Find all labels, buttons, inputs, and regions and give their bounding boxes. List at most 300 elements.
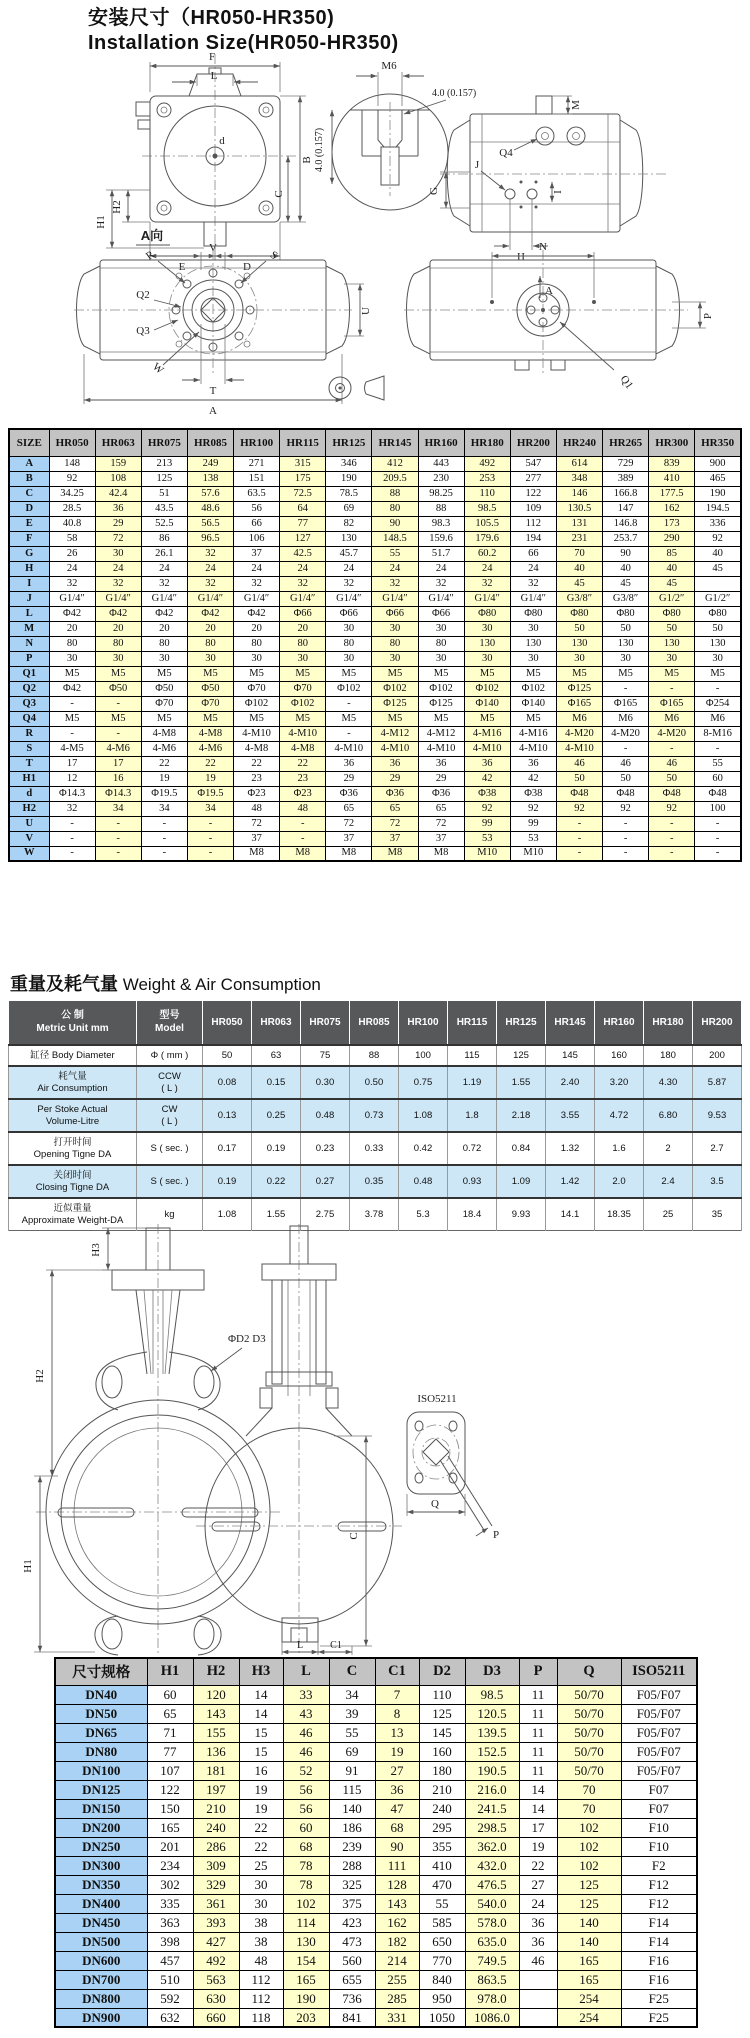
- table-cell: 90: [372, 516, 418, 531]
- table-cell: 80: [372, 636, 418, 651]
- table-cell: 130.5: [556, 501, 602, 516]
- table-cell: 92: [510, 801, 556, 816]
- dim-label: F: [208, 51, 216, 63]
- table-cell: M5: [280, 711, 326, 726]
- table-cell: Φ70: [187, 696, 233, 711]
- table-cell: 11: [519, 1704, 557, 1723]
- table-row: [9, 516, 741, 531]
- table-cell: 72: [372, 816, 418, 831]
- table-cell: 30: [326, 651, 372, 666]
- table-cell: M5: [510, 666, 556, 681]
- table-cell: 1.19: [448, 1066, 497, 1099]
- table-cell: F2: [621, 1856, 697, 1875]
- table-cell: -: [95, 726, 141, 741]
- table-cell: 32: [187, 576, 233, 591]
- table-cell: 24: [95, 561, 141, 576]
- unit-cell: [137, 1165, 203, 1198]
- table-cell: Φ80: [556, 606, 602, 621]
- table-row: [55, 1875, 697, 1894]
- table-row: [55, 1780, 697, 1799]
- table-cell: 840: [419, 1970, 465, 1989]
- dim-label: P: [702, 312, 714, 320]
- table-cell: M5: [95, 711, 141, 726]
- column-header: HR180: [644, 1001, 693, 1045]
- table-row: [9, 546, 741, 561]
- column-header: [137, 1001, 203, 1045]
- table-cell: 302: [147, 1875, 193, 1894]
- row-label: DN700: [55, 1970, 147, 1989]
- table-cell: 4-M12: [418, 726, 464, 741]
- table-cell: 4-M10: [556, 741, 602, 756]
- table-cell: 30: [372, 621, 418, 636]
- table-cell: M5: [464, 666, 510, 681]
- table-cell: 253: [464, 471, 510, 486]
- table-cell: 92: [603, 801, 649, 816]
- table-cell: Φ66: [326, 606, 372, 621]
- table-cell: 30: [239, 1894, 283, 1913]
- column-header: ISO5211: [621, 1658, 697, 1685]
- table-row: [9, 621, 741, 636]
- dim-label: H: [517, 251, 525, 263]
- table-cell: M5: [49, 711, 95, 726]
- table-cell: -: [603, 846, 649, 861]
- table-cell: 19: [141, 771, 187, 786]
- table-cell: 114: [283, 1913, 329, 1932]
- table-cell: 146: [556, 486, 602, 501]
- dim-label: C: [348, 1532, 360, 1540]
- table-cell: 145: [546, 1045, 595, 1067]
- table-cell: 102: [283, 1894, 329, 1913]
- table-cell: 398: [147, 1932, 193, 1951]
- table-cell: 130: [695, 636, 741, 651]
- table-cell: Φ42: [49, 606, 95, 621]
- table-cell: M5: [95, 666, 141, 681]
- row-label: Q4: [9, 711, 49, 726]
- table-cell: 560: [329, 1951, 375, 1970]
- table-cell: 82: [326, 516, 372, 531]
- table-cell: 98.3: [418, 516, 464, 531]
- table-cell: 363: [147, 1913, 193, 1932]
- table-cell: 0.48: [399, 1165, 448, 1198]
- table-cell: M10: [464, 846, 510, 861]
- table-cell: 80: [280, 636, 326, 651]
- table-cell: 20: [49, 621, 95, 636]
- table-cell: 240: [193, 1818, 239, 1837]
- table-cell: 194.5: [695, 501, 741, 516]
- dim-label: L: [296, 1640, 304, 1651]
- butterfly-valve-section-view: [196, 1224, 402, 1655]
- table-cell: 239: [329, 1837, 375, 1856]
- table-cell: 457: [147, 1951, 193, 1970]
- table-cell: 389: [603, 471, 649, 486]
- table-cell: 290: [649, 531, 695, 546]
- table-cell: M5: [280, 666, 326, 681]
- table-cell: 30: [95, 651, 141, 666]
- table-cell: -: [280, 831, 326, 846]
- table-header-row: [55, 1658, 697, 1685]
- row-label: P: [9, 651, 49, 666]
- column-header: C1: [375, 1658, 419, 1685]
- dim-label: 4.0 (0.157): [432, 88, 477, 99]
- weight-section-title: [10, 970, 321, 996]
- table-cell: 20: [234, 621, 280, 636]
- table-cell: 22: [187, 756, 233, 771]
- table-row: [55, 1856, 697, 1875]
- table-cell: 200: [693, 1045, 742, 1067]
- table-cell: 4-M16: [464, 726, 510, 741]
- table-cell: 24: [510, 561, 556, 576]
- table-cell: 50: [556, 771, 602, 786]
- table-cell: 210: [419, 1780, 465, 1799]
- table-row: [55, 2008, 697, 2027]
- table-cell: Φ38: [464, 786, 510, 801]
- row-label: DN150: [55, 1799, 147, 1818]
- table-row: [9, 741, 741, 756]
- table-cell: 63.5: [234, 486, 280, 501]
- table-cell: 4-M10: [326, 741, 372, 756]
- table-cell: 92: [695, 531, 741, 546]
- cell-line: Volume-Litre: [45, 1115, 100, 1127]
- column-header: HR115: [448, 1001, 497, 1045]
- dim-label: Q1: [617, 373, 636, 392]
- table-row: [55, 1989, 697, 2008]
- cell-line: ( L ): [161, 1082, 178, 1094]
- table-cell: 71: [147, 1723, 193, 1742]
- table-cell: 25: [239, 1856, 283, 1875]
- dim-label: D: [243, 261, 251, 273]
- table-cell: 42.5: [280, 546, 326, 561]
- table-cell: -: [49, 696, 95, 711]
- table-cell: 45: [649, 576, 695, 591]
- table-cell: 162: [649, 501, 695, 516]
- table-cell: 65: [147, 1704, 193, 1723]
- table-cell: 146.8: [603, 516, 649, 531]
- dim-label: P: [493, 1529, 500, 1541]
- table-cell: 78: [283, 1875, 329, 1894]
- table-cell: G1/4″: [234, 591, 280, 606]
- table-cell: 19: [239, 1780, 283, 1799]
- table-cell: 3.55: [546, 1099, 595, 1132]
- table-cell: 863.5: [465, 1970, 519, 1989]
- table-cell: -: [326, 696, 372, 711]
- row-label: DN450: [55, 1913, 147, 1932]
- table-cell: 2: [644, 1132, 693, 1165]
- table-cell: 27: [375, 1761, 419, 1780]
- table-cell: 130: [603, 636, 649, 651]
- table-cell: 46: [519, 1951, 557, 1970]
- table-cell: F07: [621, 1799, 697, 1818]
- table-cell: 102: [557, 1856, 621, 1875]
- installation-size-table: [8, 428, 742, 862]
- table-cell: 1086.0: [465, 2008, 519, 2027]
- table-cell: 27: [519, 1875, 557, 1894]
- table-cell: 4-M10: [418, 741, 464, 756]
- table-cell: G3/8″: [556, 591, 602, 606]
- table-cell: Φ42: [234, 606, 280, 621]
- table-cell: 139.5: [465, 1723, 519, 1742]
- table-cell: 254: [557, 2008, 621, 2027]
- table-cell: 361: [193, 1894, 239, 1913]
- table-cell: 50/70: [557, 1723, 621, 1742]
- table-cell: 473: [329, 1932, 375, 1951]
- table-cell: 78: [283, 1856, 329, 1875]
- column-header: HR160: [595, 1001, 644, 1045]
- table-cell: -: [141, 816, 187, 831]
- table-cell: 335: [147, 1894, 193, 1913]
- table-cell: -: [695, 846, 741, 861]
- table-cell: 4-M16: [510, 726, 556, 741]
- table-cell: 30: [649, 651, 695, 666]
- table-cell: 38: [239, 1913, 283, 1932]
- cell-line: S ( sec. ): [150, 1175, 189, 1187]
- butterfly-valve-front-view: [22, 1224, 280, 1655]
- table-cell: M5: [49, 666, 95, 681]
- table-cell: 30: [510, 621, 556, 636]
- column-header: HR200: [510, 429, 556, 456]
- table-cell: 80: [418, 636, 464, 651]
- table-cell: 22: [280, 756, 326, 771]
- table-cell: 34.25: [49, 486, 95, 501]
- table-cell: F25: [621, 2008, 697, 2027]
- table-cell: 147: [603, 501, 649, 516]
- table-cell: G1/4″: [187, 591, 233, 606]
- table-cell: 50/70: [557, 1704, 621, 1723]
- dim-label: H2: [111, 200, 123, 214]
- table-cell: G1/4″: [418, 591, 464, 606]
- table-cell: 22: [519, 1856, 557, 1875]
- table-cell: 0.19: [203, 1165, 252, 1198]
- table-cell: M5: [510, 711, 556, 726]
- cell-line: Model: [155, 1023, 184, 1035]
- table-cell: 432.0: [465, 1856, 519, 1875]
- column-header: HR115: [280, 429, 326, 456]
- table-cell: 336: [695, 516, 741, 531]
- table-cell: 214: [375, 1951, 419, 1970]
- dim-label: ΦD2 D3: [228, 1333, 266, 1345]
- table-cell: M5: [141, 666, 187, 681]
- table-cell: M6: [649, 711, 695, 726]
- column-header: H3: [239, 1658, 283, 1685]
- actuator-installation-drawing: [0, 44, 750, 428]
- table-cell: 30: [464, 621, 510, 636]
- table-cell: M5: [649, 666, 695, 681]
- table-cell: 16: [95, 771, 141, 786]
- table-cell: 140: [329, 1799, 375, 1818]
- table-cell: 240: [419, 1799, 465, 1818]
- butterfly-valve-drawing: [0, 1224, 750, 1658]
- table-cell: 24: [326, 561, 372, 576]
- table-cell: 11: [519, 1742, 557, 1761]
- table-cell: 30: [418, 621, 464, 636]
- table-cell: 32: [510, 576, 556, 591]
- table-cell: 70: [556, 546, 602, 561]
- table-cell: 130: [283, 1932, 329, 1951]
- table-row: [9, 486, 741, 501]
- table-cell: Φ48: [603, 786, 649, 801]
- table-cell: 15: [239, 1723, 283, 1742]
- cell-line: Metric Unit mm: [36, 1023, 109, 1035]
- table-cell: M5: [418, 666, 464, 681]
- table-cell: 331: [375, 2008, 419, 2027]
- table-cell: 127: [280, 531, 326, 546]
- table-row: [55, 1685, 697, 1704]
- dim-label: B: [301, 156, 313, 164]
- table-cell: 12: [49, 771, 95, 786]
- table-cell: 2.0: [595, 1165, 644, 1198]
- table-cell: 28.5: [49, 501, 95, 516]
- dim-label: W: [150, 360, 166, 377]
- table-cell: 285: [375, 1989, 419, 2008]
- table-cell: 4-M6: [141, 741, 187, 756]
- table-cell: 17: [49, 756, 95, 771]
- dim-label: 4.0 (0.157): [314, 127, 325, 173]
- table-cell: 100: [695, 801, 741, 816]
- table-cell: Φ165: [649, 696, 695, 711]
- table-cell: 186: [329, 1818, 375, 1837]
- table-cell: M5: [464, 711, 510, 726]
- column-header: HR200: [693, 1001, 742, 1045]
- table-cell: -: [49, 846, 95, 861]
- table-cell: Φ80: [603, 606, 649, 621]
- table-cell: 154: [283, 1951, 329, 1970]
- table-cell: 0.72: [448, 1132, 497, 1165]
- table-cell: 30: [418, 651, 464, 666]
- table-row: [9, 651, 741, 666]
- table-row: [55, 1951, 697, 1970]
- table-cell: G1/4″: [95, 591, 141, 606]
- table-cell: 37: [372, 831, 418, 846]
- table-cell: 65: [372, 801, 418, 816]
- row-label: V: [9, 831, 49, 846]
- table-row: [55, 1723, 697, 1742]
- table-cell: 50: [649, 621, 695, 636]
- table-cell: Φ102: [464, 681, 510, 696]
- table-row: [55, 1894, 697, 1913]
- table-cell: 32: [464, 576, 510, 591]
- table-cell: 56.5: [187, 516, 233, 531]
- table-row: [9, 1165, 742, 1198]
- table-row: [9, 846, 741, 861]
- table-cell: 23: [234, 771, 280, 786]
- table-cell: 13: [375, 1723, 419, 1742]
- table-cell: 32: [95, 576, 141, 591]
- table-cell: 68: [283, 1837, 329, 1856]
- table-cell: M10: [510, 846, 556, 861]
- row-label: U: [9, 816, 49, 831]
- table-cell: Φ42: [95, 606, 141, 621]
- cell-line: Closing Tigne DA: [35, 1181, 110, 1193]
- column-header: HR085: [187, 429, 233, 456]
- table-cell: Φ140: [510, 696, 556, 711]
- table-row: [9, 696, 741, 711]
- table-cell: 7: [375, 1685, 419, 1704]
- table-cell: 578.0: [465, 1913, 519, 1932]
- table-cell: 99: [510, 816, 556, 831]
- table-cell: 736: [329, 1989, 375, 2008]
- table-cell: -: [280, 816, 326, 831]
- table-cell: 36: [375, 1780, 419, 1799]
- table-cell: 65: [418, 801, 464, 816]
- table-cell: 5.87: [693, 1066, 742, 1099]
- table-cell: 128: [375, 1875, 419, 1894]
- table-cell: 36: [510, 756, 556, 771]
- table-cell: G1/4″: [464, 591, 510, 606]
- iso5211-flange-view: [407, 1393, 499, 1541]
- row-label: Q1: [9, 666, 49, 681]
- table-cell: -: [603, 831, 649, 846]
- table-cell: 34: [141, 801, 187, 816]
- table-cell: 50: [556, 621, 602, 636]
- table-cell: 0.22: [252, 1165, 301, 1198]
- dim-label: A: [209, 405, 217, 417]
- table-cell: [695, 576, 741, 591]
- table-cell: 75: [301, 1045, 350, 1067]
- dim-label: A: [545, 285, 553, 297]
- table-cell: 32: [326, 576, 372, 591]
- table-cell: 40: [695, 546, 741, 561]
- table-cell: 56: [234, 501, 280, 516]
- row-label: Q3: [9, 696, 49, 711]
- dim-label: Q2: [136, 289, 150, 301]
- table-cell: 20: [187, 621, 233, 636]
- table-cell: 547: [510, 456, 556, 471]
- table-cell: 18.35: [595, 1198, 644, 1231]
- table-cell: 839: [649, 456, 695, 471]
- table-cell: 216.0: [465, 1780, 519, 1799]
- table-cell: 4-M8: [141, 726, 187, 741]
- table-cell: 165: [557, 1970, 621, 1989]
- table-cell: 4.30: [644, 1066, 693, 1099]
- table-cell: 4-M10: [464, 741, 510, 756]
- table-cell: Φ48: [695, 786, 741, 801]
- table-cell: 32: [280, 576, 326, 591]
- table-cell: 585: [419, 1913, 465, 1932]
- cell-line: CCW: [158, 1071, 181, 1082]
- table-cell: 253.7: [603, 531, 649, 546]
- table-cell: 17: [95, 756, 141, 771]
- table-cell: G1/4″: [141, 591, 187, 606]
- column-header: HR085: [350, 1001, 399, 1045]
- table-cell: 749.5: [465, 1951, 519, 1970]
- table-cell: 46: [556, 756, 602, 771]
- table-cell: F14: [621, 1913, 697, 1932]
- table-cell: -: [49, 831, 95, 846]
- cell-line: 公 制: [61, 1010, 84, 1022]
- table-cell: 4-M10: [280, 726, 326, 741]
- table-cell: 78.5: [326, 486, 372, 501]
- table-cell: 102: [557, 1818, 621, 1837]
- table-cell: 0.30: [301, 1066, 350, 1099]
- table-cell: 614: [556, 456, 602, 471]
- table-cell: 19: [375, 1742, 419, 1761]
- table-cell: 107: [147, 1761, 193, 1780]
- table-cell: 42: [464, 771, 510, 786]
- cell-line: Opening Tigne DA: [33, 1148, 112, 1160]
- table-row: [9, 501, 741, 516]
- table-cell: 45.7: [326, 546, 372, 561]
- table-cell: 348: [556, 471, 602, 486]
- table-cell: 80: [326, 636, 372, 651]
- table-cell: 14: [239, 1685, 283, 1704]
- table-cell: 180: [644, 1045, 693, 1067]
- table-cell: M8: [418, 846, 464, 861]
- row-label: DN100: [55, 1761, 147, 1780]
- table-cell: 56: [283, 1799, 329, 1818]
- page-title-zh: 安装尺寸（HR050-HR350): [88, 7, 335, 29]
- table-cell: 0.73: [350, 1099, 399, 1132]
- table-row: [9, 531, 741, 546]
- table-cell: 650: [419, 1932, 465, 1951]
